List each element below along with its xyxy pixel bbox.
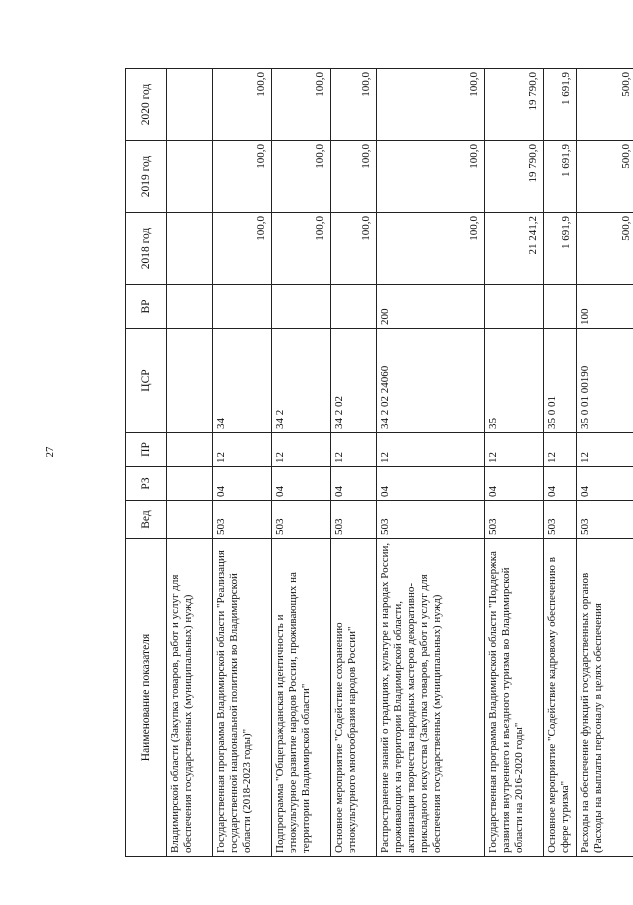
table-row [213, 69, 272, 857]
row-2018: 100,0 [331, 213, 377, 285]
table-row [544, 69, 577, 857]
row-2018: 500,0 [577, 213, 633, 285]
row-name: Основное мероприятие "Содействие кадровому обеспечению в сфере туризма" [544, 539, 577, 857]
row-csr [167, 329, 213, 433]
row-ved: 503 [577, 501, 633, 539]
row-2018: 21 241,2 [485, 213, 544, 285]
row-vr: 100 [577, 285, 633, 329]
row-2019: 100,0 [272, 141, 331, 213]
row-csr: 34 2 02 24060 [377, 329, 485, 433]
row-rz: 04 [331, 467, 377, 501]
row-2020: 19 790,0 [485, 69, 544, 141]
row-pr: 12 [577, 433, 633, 467]
table-row [485, 69, 544, 857]
row-2018: 100,0 [272, 213, 331, 285]
row-pr: 12 [377, 433, 485, 467]
row-rz: 04 [544, 467, 577, 501]
row-name: Расходы на обеспечение функций государственных органов (Расходы на выплаты персоналу в целях обеспечения [577, 539, 633, 857]
row-name: Государственная программа Владимирской области "Реализация государственной национальной политики во Владимирской области (2018-2023 годы)" [213, 539, 272, 857]
row-pr: 12 [544, 433, 577, 467]
header-2020: 2020 год [126, 69, 167, 141]
row-name: Распространение знаний о традициях, культуре и народах России, проживающих на территории Владимирской области, активизация творчества народных мастеров декоративно-прикладного искусства (Закупка товаров, работ и услуг для обеспечения государственных (муниципальных) нужд) [377, 539, 485, 857]
row-rz: 04 [577, 467, 633, 501]
row-2020: 1 691,9 [544, 69, 577, 141]
row-rz: 04 [485, 467, 544, 501]
row-2018 [167, 213, 213, 285]
row-ved: 503 [213, 501, 272, 539]
row-2018: 100,0 [213, 213, 272, 285]
row-csr: 35 0 01 [544, 329, 577, 433]
row-csr: 34 2 [272, 329, 331, 433]
header-vr: ВР [126, 285, 167, 329]
header-rz: РЗ [126, 467, 167, 501]
row-2020: 100,0 [213, 69, 272, 141]
header-pr: ПР [126, 433, 167, 467]
row-2019: 100,0 [213, 141, 272, 213]
table-row [331, 69, 377, 857]
row-ved: 503 [485, 501, 544, 539]
row-2020 [167, 69, 213, 141]
row-2019: 500,0 [577, 141, 633, 213]
row-pr: 12 [331, 433, 377, 467]
row-vr [167, 285, 213, 329]
rotated-table-container [125, 69, 633, 857]
row-vr [331, 285, 377, 329]
row-pr: 12 [272, 433, 331, 467]
header-2018: 2018 год [126, 213, 167, 285]
table-row [167, 69, 213, 857]
row-vr [213, 285, 272, 329]
row-vr [544, 285, 577, 329]
row-pr [167, 433, 213, 467]
row-name: Владимирской области (Закупка товаров, работ и услуг для обеспечения государственных (муниципальных) нужд) [167, 539, 213, 857]
row-2018: 100,0 [377, 213, 485, 285]
row-csr: 35 0 01 00190 [577, 329, 633, 433]
page-number: 27 [44, 446, 56, 458]
row-2019: 100,0 [331, 141, 377, 213]
row-ved [167, 501, 213, 539]
row-ved: 503 [544, 501, 577, 539]
row-2019: 19 790,0 [485, 141, 544, 213]
row-2018: 1 691,9 [544, 213, 577, 285]
row-vr [485, 285, 544, 329]
table-row [577, 69, 633, 857]
row-pr: 12 [485, 433, 544, 467]
row-2020: 100,0 [377, 69, 485, 141]
row-rz: 04 [377, 467, 485, 501]
row-csr: 34 [213, 329, 272, 433]
budget-table [125, 68, 633, 857]
table-row [272, 69, 331, 857]
row-ved: 503 [377, 501, 485, 539]
row-pr: 12 [213, 433, 272, 467]
row-name: Подпрограмма "Общегражданская идентичность и этнокультурное развитие народов России, проживающих на территории Владимирской области" [272, 539, 331, 857]
row-csr: 34 2 02 [331, 329, 377, 433]
row-2019: 100,0 [377, 141, 485, 213]
header-name: Наименование показателя [126, 539, 167, 857]
row-name: Государственная программа Владимирской области "Поддержка развития внутреннего и въездного туризма во Владимирской области на 2016-2020 годы" [485, 539, 544, 857]
row-rz: 04 [213, 467, 272, 501]
table-row [377, 69, 485, 857]
row-name: Основное мероприятие "Содействие сохранению этнокультурного многообразия народов России" [331, 539, 377, 857]
row-ved: 503 [331, 501, 377, 539]
row-2019 [167, 141, 213, 213]
row-vr [272, 285, 331, 329]
row-2020: 500,0 [577, 69, 633, 141]
row-2020: 100,0 [331, 69, 377, 141]
table-header-row [126, 69, 167, 857]
row-rz [167, 467, 213, 501]
row-rz: 04 [272, 467, 331, 501]
row-ved: 503 [272, 501, 331, 539]
header-2019: 2019 год [126, 141, 167, 213]
row-2019: 1 691,9 [544, 141, 577, 213]
row-2020: 100,0 [272, 69, 331, 141]
header-csr: ЦСР [126, 329, 167, 433]
row-vr: 200 [377, 285, 485, 329]
header-ved: Вед [126, 501, 167, 539]
row-csr: 35 [485, 329, 544, 433]
